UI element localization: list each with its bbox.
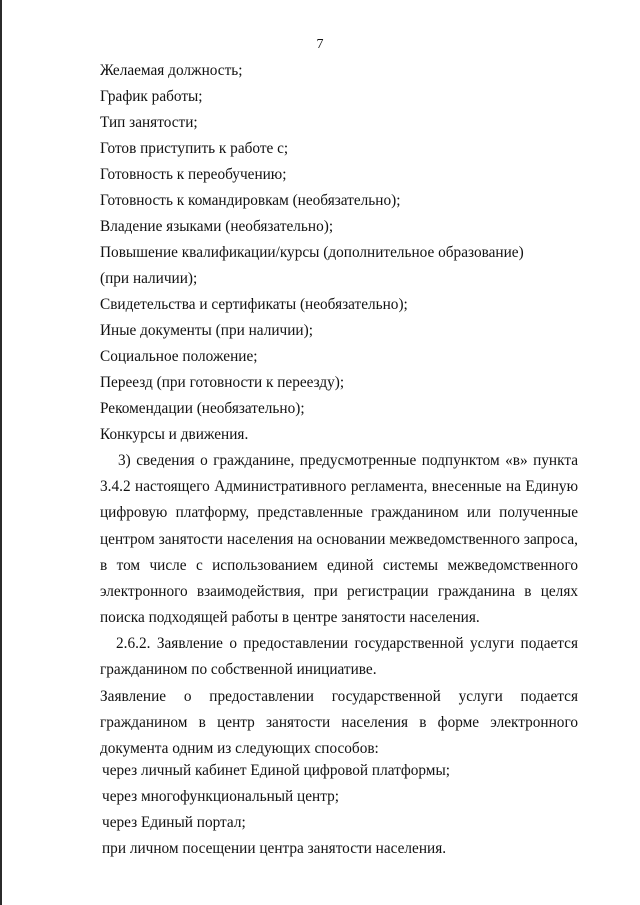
list-item: График работы; — [100, 88, 203, 105]
page-number: 7 — [316, 37, 324, 52]
list-item: Свидетельства и сертификаты (необязательно); — [100, 296, 408, 313]
list-item: Рекомендации (необязательно); — [100, 400, 305, 417]
paragraph-2-6-2 — [100, 631, 578, 683]
paragraph-2-6-2-text: 2.6.2. Заявление о предоставлении государственной услуги подается гражданином по собственной инициативе. — [100, 635, 578, 679]
list-item: Владение языками (необязательно); — [100, 218, 334, 235]
list-item: через Единый портал; — [102, 814, 246, 831]
list-item: Готовность к командировкам (необязательно); — [100, 192, 401, 209]
paragraph-submission-text: Заявление о предоставлении государственной услуги подается гражданином в центр занятости населения в форме электронного документа одним из следующих способов: — [100, 688, 578, 758]
submission-ways-list — [102, 761, 572, 865]
list-item: при личном посещении центра занятости населения. — [102, 840, 447, 857]
list-item: через личный кабинет Единой цифровой платформы; — [102, 762, 451, 779]
fields-list — [100, 61, 600, 451]
paragraph-3 — [100, 448, 578, 631]
list-item: Конкурсы и движения. — [100, 426, 249, 443]
list-item: через многофункциональный центр; — [102, 788, 339, 805]
list-item: Иные документы (при наличии); — [100, 322, 313, 339]
list-item: Готов приступить к работе с; — [100, 140, 289, 157]
list-item: Желаемая должность; — [100, 62, 243, 79]
list-item: Социальное положение; — [100, 348, 258, 365]
list-item: Переезд (при готовности к переезду); — [100, 374, 345, 391]
paragraph-submission — [100, 684, 578, 763]
list-item: Готовность к переобучению; — [100, 166, 287, 183]
paragraph-3-text: 3) сведения о гражданине, предусмотренные подпунктом «в» пункта 3.4.2 настоящего Административного регламента, внесенные на Единую цифровую платформу, представленные гражданином или полученные центром занятости населения на основании межведомственного запроса, в том числе с использованием единой системы межведомственного электронного взаимодействия, при регистрации гражданина в целях поиска подходящей работы в центре занятости населения. — [100, 452, 578, 627]
list-item: Тип занятости; — [100, 114, 198, 131]
list-item: Повышение квалификации/курсы (дополнительное образование) (при наличии); — [100, 244, 524, 287]
